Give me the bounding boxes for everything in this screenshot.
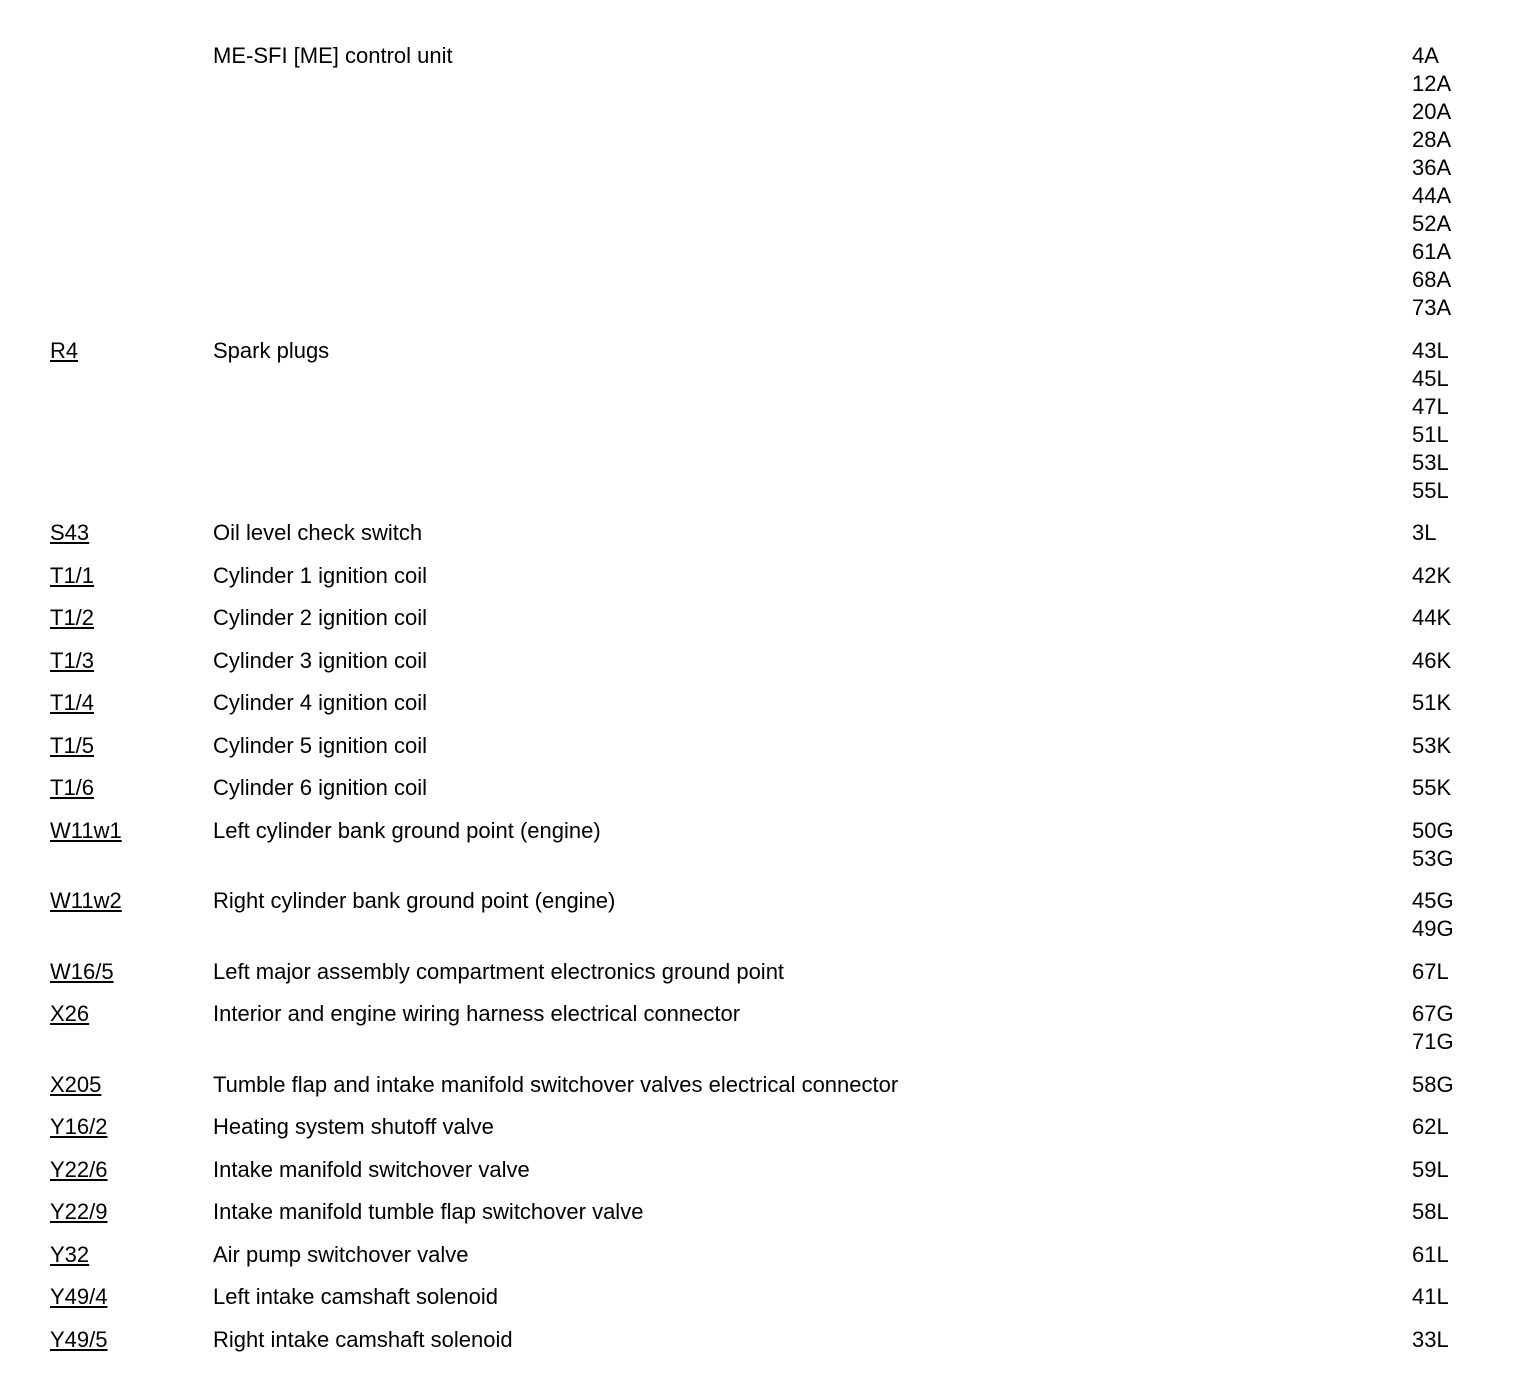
- grid-location: 51K: [1412, 690, 1452, 715]
- component-code-link[interactable]: W16/5: [50, 958, 114, 984]
- grid-location: 42K: [1412, 562, 1452, 588]
- grid-locations: [1412, 732, 1451, 760]
- component-legend: [0, 42, 1520, 1368]
- grid-location: 20A: [1412, 99, 1452, 124]
- grid-location: 51L: [1412, 421, 1449, 447]
- legend-row: [0, 1071, 1520, 1099]
- component-description: Cylinder 6 ignition coil: [213, 775, 427, 800]
- grid-location: 45G: [1412, 888, 1454, 913]
- component-code-cell: [0, 958, 213, 986]
- component-description: Tumble flap and intake manifold switchover valves electrical connector: [213, 1071, 899, 1097]
- component-code-link[interactable]: Y22/6: [50, 1156, 108, 1182]
- grid-locations: [1412, 689, 1451, 717]
- grid-locations: [1412, 337, 1449, 505]
- component-code-link[interactable]: S43: [50, 520, 90, 545]
- grid-locations: [1412, 887, 1454, 943]
- grid-location: 50G: [1412, 817, 1454, 843]
- component-code-cell: [0, 647, 213, 675]
- legend-row: [0, 1326, 1520, 1354]
- component-code-cell: [0, 887, 213, 915]
- grid-location: 44A: [1412, 183, 1452, 208]
- legend-row: [0, 1283, 1520, 1311]
- component-description: Spark plugs: [213, 337, 330, 363]
- grid-locations: [1412, 1000, 1454, 1056]
- component-description: Left cylinder bank ground point (engine): [213, 817, 601, 843]
- component-description: Right cylinder bank ground point (engine): [213, 888, 616, 913]
- component-code-link[interactable]: T1/4: [50, 690, 95, 715]
- component-code-cell: [0, 1198, 213, 1226]
- component-code-cell: [0, 774, 213, 802]
- grid-location: 44K: [1412, 605, 1452, 630]
- component-code-cell: [0, 1156, 213, 1184]
- component-description: Left major assembly compartment electronics ground point: [213, 958, 785, 984]
- grid-locations: [1412, 42, 1451, 322]
- grid-location: 61L: [1412, 1241, 1449, 1267]
- grid-locations: [1412, 562, 1451, 590]
- component-code-cell: [0, 562, 213, 590]
- legend-row: [0, 647, 1520, 675]
- component-code-link[interactable]: T1/3: [50, 647, 95, 673]
- grid-locations: [1412, 1156, 1449, 1184]
- legend-row: [0, 1000, 1520, 1056]
- grid-locations: [1412, 1071, 1454, 1099]
- legend-row: [0, 817, 1520, 873]
- component-code-link[interactable]: Y22/9: [50, 1199, 108, 1224]
- component-code-link[interactable]: R4: [50, 337, 79, 363]
- grid-location: 46K: [1412, 647, 1452, 673]
- component-code-cell: [0, 1241, 213, 1269]
- grid-location: 67L: [1412, 958, 1449, 984]
- grid-location: 33L: [1412, 1326, 1449, 1352]
- component-description: Intake manifold switchover valve: [213, 1156, 530, 1182]
- component-code-cell: [0, 1326, 213, 1354]
- legend-row: [0, 604, 1520, 632]
- component-description: Intake manifold tumble flap switchover valve: [213, 1199, 644, 1224]
- legend-row: [0, 732, 1520, 760]
- component-code-cell: [0, 1283, 213, 1311]
- component-description: Oil level check switch: [213, 520, 423, 545]
- component-code-cell: [0, 519, 213, 547]
- grid-locations: [1412, 647, 1451, 675]
- grid-locations: [1412, 1198, 1449, 1226]
- component-code-link[interactable]: T1/2: [50, 605, 95, 630]
- component-description: Air pump switchover valve: [213, 1241, 469, 1267]
- component-code-link[interactable]: W11w2: [50, 888, 122, 913]
- grid-location: 55L: [1412, 477, 1449, 503]
- component-code-link[interactable]: Y16/2: [50, 1114, 108, 1139]
- grid-location: 47L: [1412, 393, 1449, 419]
- grid-location: 62L: [1412, 1114, 1449, 1139]
- legend-row: [0, 1241, 1520, 1269]
- component-code-cell: [0, 1071, 213, 1099]
- grid-locations: [1412, 604, 1451, 632]
- component-code-link[interactable]: T1/1: [50, 562, 95, 588]
- component-code-link[interactable]: T1/5: [50, 732, 95, 758]
- grid-locations: [1412, 817, 1454, 873]
- grid-locations: [1412, 1113, 1449, 1141]
- component-description: Cylinder 2 ignition coil: [213, 605, 427, 630]
- grid-location: 52A: [1412, 211, 1452, 236]
- grid-location: 55K: [1412, 775, 1452, 800]
- grid-location: 71G: [1412, 1029, 1454, 1054]
- component-description: Left intake camshaft solenoid: [213, 1284, 498, 1309]
- component-description: Cylinder 5 ignition coil: [213, 732, 427, 758]
- component-description: Cylinder 3 ignition coil: [213, 647, 427, 673]
- grid-location: 73A: [1412, 295, 1452, 320]
- grid-location: 58G: [1412, 1071, 1454, 1097]
- component-code-link[interactable]: X205: [50, 1071, 102, 1097]
- legend-row: [0, 1156, 1520, 1184]
- component-description: Heating system shutoff valve: [213, 1114, 494, 1139]
- legend-row: [0, 774, 1520, 802]
- legend-row: [0, 1198, 1520, 1226]
- grid-location: 45L: [1412, 365, 1449, 391]
- component-code-link[interactable]: T1/6: [50, 775, 95, 800]
- component-code-cell: [0, 1113, 213, 1141]
- component-code-cell: [0, 817, 213, 845]
- component-description: Cylinder 4 ignition coil: [213, 690, 427, 715]
- component-description: Cylinder 1 ignition coil: [213, 562, 427, 588]
- component-description: Right intake camshaft solenoid: [213, 1326, 513, 1352]
- component-code-cell: [0, 604, 213, 632]
- grid-location: 61A: [1412, 239, 1452, 264]
- grid-locations: [1412, 958, 1449, 986]
- grid-location: 53L: [1412, 449, 1449, 475]
- component-code-link[interactable]: Y49/5: [50, 1326, 108, 1352]
- grid-location: 41L: [1412, 1284, 1449, 1309]
- grid-location: 28A: [1412, 127, 1452, 152]
- component-code-cell: [0, 337, 213, 365]
- component-description: ME-SFI [ME] control unit: [213, 43, 453, 68]
- grid-location: 12A: [1412, 71, 1452, 96]
- component-code-cell: [0, 1000, 213, 1028]
- grid-location: 58L: [1412, 1199, 1449, 1224]
- grid-location: 53G: [1412, 845, 1454, 871]
- legend-row: [0, 958, 1520, 986]
- grid-location: 49G: [1412, 916, 1454, 941]
- legend-row: [0, 562, 1520, 590]
- grid-locations: [1412, 519, 1436, 547]
- legend-row: [0, 1113, 1520, 1141]
- component-code-cell: [0, 689, 213, 717]
- grid-location: 68A: [1412, 267, 1452, 292]
- component-code-cell: [0, 732, 213, 760]
- legend-row: [0, 689, 1520, 717]
- legend-row: [0, 519, 1520, 547]
- component-code-link[interactable]: W11w1: [50, 817, 122, 843]
- component-code-link[interactable]: Y49/4: [50, 1284, 108, 1309]
- grid-locations: [1412, 774, 1451, 802]
- component-code-link[interactable]: X26: [50, 1001, 90, 1026]
- legend-row: [0, 337, 1520, 505]
- grid-locations: [1412, 1283, 1449, 1311]
- grid-location: 53K: [1412, 732, 1452, 758]
- legend-row: [0, 887, 1520, 943]
- component-code-link[interactable]: Y32: [50, 1241, 90, 1267]
- grid-location: 43L: [1412, 337, 1449, 363]
- grid-locations: [1412, 1241, 1449, 1269]
- component-description: Interior and engine wiring harness electrical connector: [213, 1001, 741, 1026]
- legend-row: [0, 42, 1520, 322]
- grid-locations: [1412, 1326, 1449, 1354]
- grid-location: 4A: [1412, 43, 1439, 68]
- grid-location: 67G: [1412, 1001, 1454, 1026]
- grid-location: 36A: [1412, 155, 1452, 180]
- grid-location: 59L: [1412, 1156, 1449, 1182]
- grid-location: 3L: [1412, 520, 1437, 545]
